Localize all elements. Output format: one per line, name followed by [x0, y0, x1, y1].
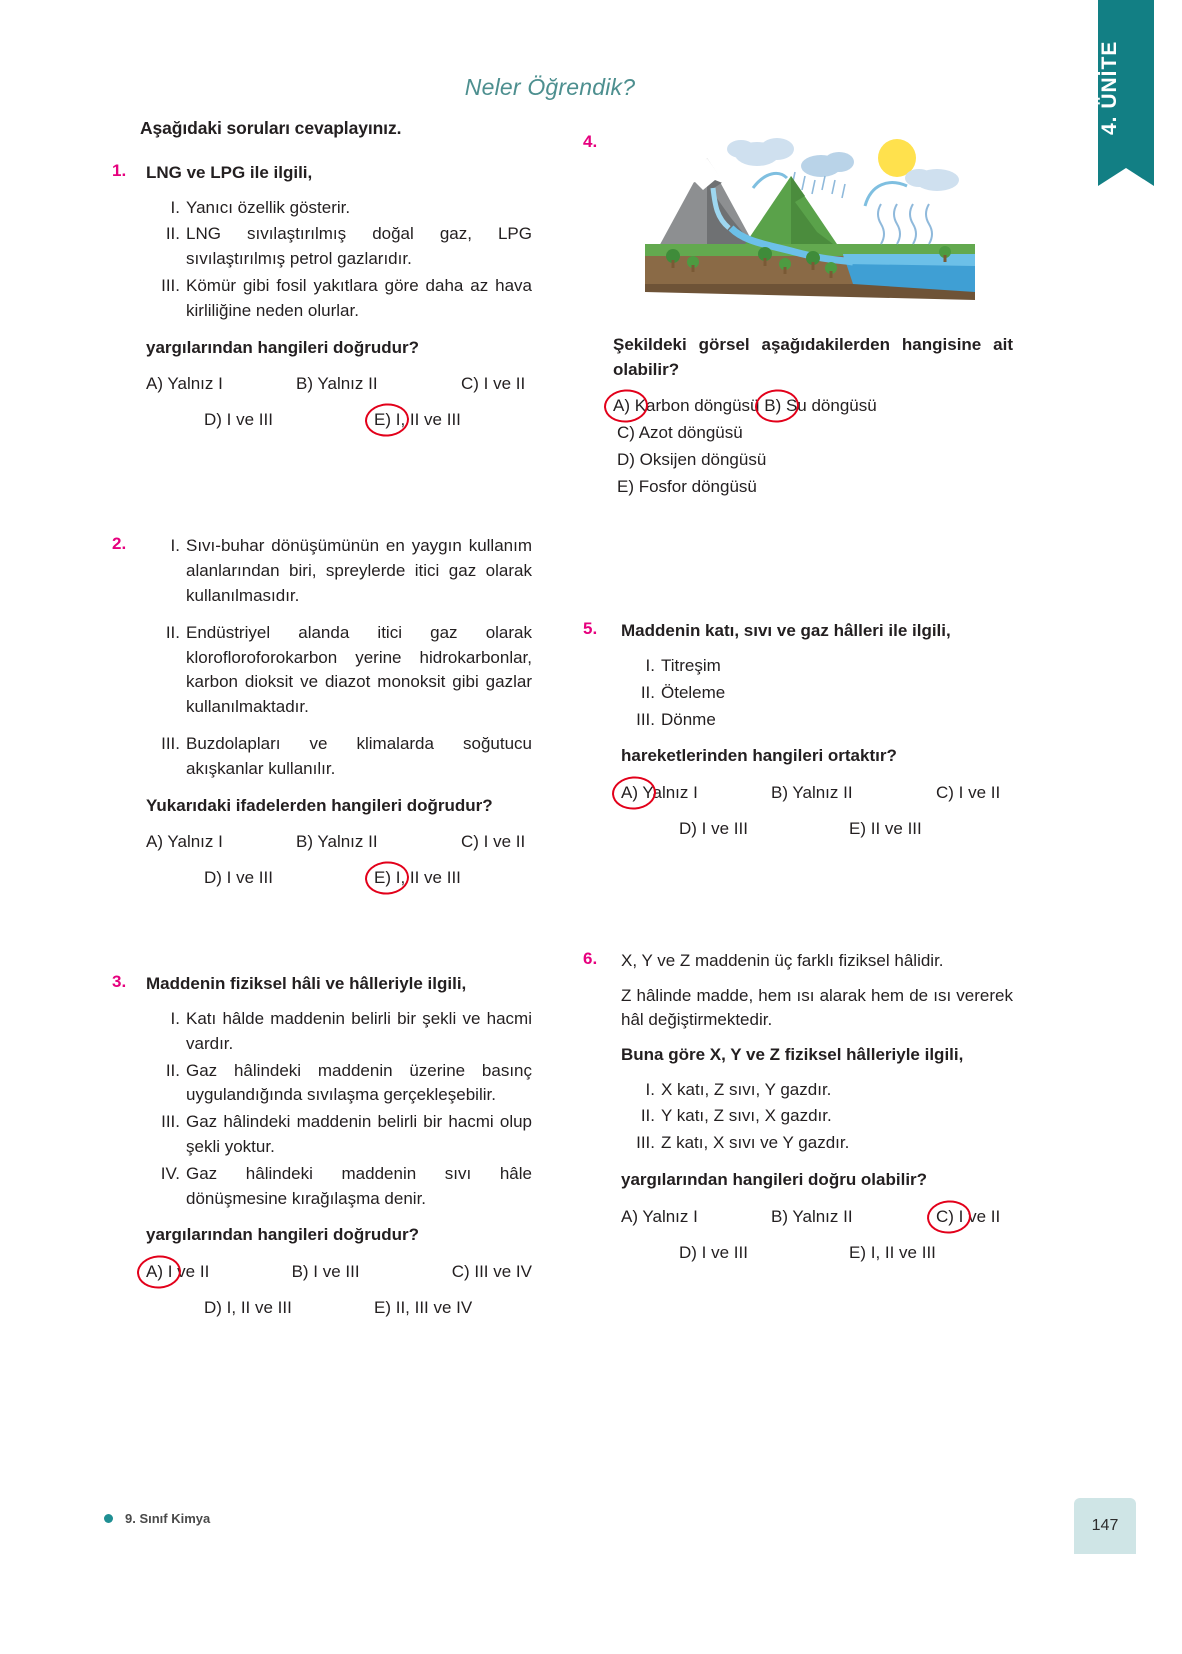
- list-item-text: LNG sıvılaştırılmış doğal gaz, LPG sıvılaştırılmış petrol gazlarıdır.: [186, 224, 532, 269]
- list-item-text: Kömür gibi fosil yakıtlara göre daha az hava kirliliğine neden olurlar.: [186, 276, 532, 320]
- roman-numeral: III.: [161, 1112, 180, 1132]
- option-b[interactable]: B) Yalnız II: [771, 783, 853, 802]
- options-row: [146, 1298, 532, 1318]
- option-b-selected[interactable]: B) Su döngüsü: [764, 396, 877, 416]
- roman-numeral: I.: [645, 655, 655, 675]
- list-item-text: X katı, Z sıvı, Y gazdır.: [661, 1079, 832, 1099]
- question-number: 4.: [583, 132, 598, 151]
- option-b[interactable]: B) Yalnız II: [296, 374, 378, 394]
- list-item-text: Gaz hâlindeki maddenin üzerine basınç uygulandığında sıvılaşma gerçekleşebilir.: [186, 1060, 532, 1105]
- option-b[interactable]: B) I ve III: [291, 1262, 360, 1282]
- question-ask: yargılarından hangileri doğrudur?: [146, 337, 419, 357]
- list-item-text: Öteleme: [661, 682, 726, 702]
- instruction-text: Aşağıdaki soruları cevaplayınız.: [140, 118, 402, 138]
- options-row: [146, 832, 532, 852]
- list-item: [621, 708, 1013, 733]
- list-item: [146, 1162, 532, 1212]
- option-c[interactable]: C) III ve IV: [451, 1262, 532, 1282]
- list-item-text: Z katı, X sıvı ve Y gazdır.: [661, 1133, 850, 1153]
- list-item: [146, 274, 532, 324]
- question-stem: X, Y ve Z maddenin üç farklı fiziksel hâlidir.: [621, 951, 944, 970]
- question-stem: Maddenin fiziksel hâli ve hâlleriyle ilgili,: [146, 974, 467, 994]
- option-d[interactable]: D) I ve III: [679, 819, 748, 838]
- list-item-text: Y katı, Z sıvı, X gazdır.: [661, 1106, 832, 1126]
- roman-numeral: I.: [170, 1008, 180, 1028]
- option-a-selected[interactable]: A) Yalnız I: [621, 783, 771, 803]
- roman-list: [146, 1007, 532, 1212]
- roman-numeral: II.: [165, 622, 180, 642]
- question-ask: Şekildeki görsel aşağıdakilerden hangisine ait olabilir?: [613, 335, 1013, 379]
- list-item-text: Gaz hâlindeki maddenin sıvı hâle dönüşmesine kırağılaşma denir.: [186, 1163, 532, 1208]
- unit-tab: [1098, 0, 1154, 185]
- question-5: [583, 619, 1013, 839]
- question-3: [112, 972, 532, 1318]
- unit-tab-notch: [1098, 168, 1154, 186]
- options-row: [146, 374, 532, 394]
- option-b[interactable]: B) Yalnız II: [771, 1206, 853, 1226]
- list-item: [621, 654, 1013, 679]
- list-item-text: Dönme: [661, 709, 716, 729]
- roman-numeral: II.: [165, 224, 180, 244]
- list-item: [146, 732, 532, 782]
- option-a-selected[interactable]: A) I ve II: [146, 1262, 292, 1282]
- options-row: [146, 410, 532, 430]
- roman-numeral: I.: [645, 1079, 655, 1099]
- options-row: [621, 819, 1013, 839]
- option-d[interactable]: D) I ve III: [204, 868, 273, 888]
- option-d[interactable]: D) I, II ve III: [204, 1298, 292, 1318]
- water-cycle-illustration: [645, 132, 975, 317]
- bullet-icon: [104, 1514, 113, 1523]
- question-6: [583, 949, 1013, 1263]
- list-item: [146, 1007, 532, 1057]
- option-c[interactable]: C) I ve II: [461, 832, 526, 852]
- list-item: [146, 621, 532, 720]
- option-a[interactable]: A) Yalnız I: [621, 1206, 698, 1226]
- list-item: [146, 196, 532, 221]
- list-item: [621, 681, 1013, 706]
- option-c[interactable]: C) I ve II: [936, 783, 1001, 802]
- option-d[interactable]: D) I ve III: [679, 1242, 748, 1262]
- list-item: [621, 1131, 1013, 1156]
- roman-numeral: III.: [636, 1133, 655, 1153]
- list-item: [146, 222, 532, 272]
- question-number: 5.: [583, 619, 598, 639]
- roman-numeral: IV.: [160, 1163, 180, 1183]
- list-item-text: Yanıcı özellik gösterir.: [186, 197, 351, 217]
- footer-book-title: 9. Sınıf Kimya: [125, 1511, 211, 1526]
- list-item: [146, 1110, 532, 1160]
- option-d[interactable]: D) Oksijen döngüsü: [617, 450, 767, 470]
- list-item-text: Gaz hâlindeki maddenin belirli bir hacmi olup şekli yoktur.: [186, 1112, 532, 1156]
- list-item: [621, 1078, 1013, 1103]
- list-item-text: Buzdolapları ve klimalarda soğutucu akışkanlar kullanılır.: [186, 734, 532, 778]
- question-4: [583, 132, 1013, 497]
- option-e[interactable]: E) II, III ve IV: [374, 1298, 473, 1318]
- option-e[interactable]: E) II ve III: [849, 819, 922, 838]
- option-e[interactable]: E) I, II ve III: [849, 1242, 936, 1262]
- options-row: [621, 1243, 1013, 1263]
- option-a[interactable]: A) Karbon döngüsü: [613, 396, 760, 416]
- roman-list: [146, 196, 532, 324]
- list-item-text: Endüstriyel alanda itici gaz olarak klorofloroforokarbon yerine hidrokarbonlar, karbon dioksit ve diazot monoksit gibi gazlar kullanılmaktadır.: [186, 622, 532, 717]
- question-ask: Yukarıdaki ifadelerden hangileri doğrudur?: [146, 795, 493, 815]
- options-vertical: [613, 396, 1013, 497]
- option-d[interactable]: D) I ve III: [204, 410, 273, 430]
- question-ask: yargılarından hangileri doğrudur?: [146, 1225, 419, 1245]
- roman-numeral: II.: [640, 1106, 655, 1126]
- roman-numeral: I.: [170, 197, 180, 217]
- question-number: 1.: [112, 161, 127, 180]
- page-number: 147: [1074, 1498, 1136, 1554]
- option-a[interactable]: A) Yalnız I: [146, 832, 223, 852]
- question-ask: hareketlerinden hangileri ortaktır?: [621, 746, 897, 766]
- option-b[interactable]: B) Yalnız II: [296, 832, 378, 852]
- roman-list: [146, 534, 532, 781]
- roman-list: [621, 654, 1013, 732]
- options-row: [621, 783, 1013, 803]
- list-item: [146, 1059, 532, 1109]
- list-item-text: Titreşim: [661, 655, 721, 675]
- water-cycle-figure: [645, 132, 975, 317]
- roman-numeral: I.: [170, 536, 180, 556]
- unit-tab-label: 4. ÜNİTE: [1098, 40, 1121, 136]
- list-item: [621, 1104, 1013, 1129]
- roman-numeral: II.: [165, 1060, 180, 1080]
- option-c-selected[interactable]: C) I ve II: [936, 1206, 1001, 1226]
- question-number: 3.: [112, 972, 127, 992]
- question-ask: yargılarından hangileri doğru olabilir?: [621, 1170, 928, 1189]
- list-item-text: Sıvı-buhar dönüşümünün en yaygın kullanım alanlarından biri, spreylerde itici gaz olarak kullanılmasıdır.: [186, 536, 532, 605]
- option-e-selected[interactable]: E) I, II ve III: [374, 868, 461, 888]
- question-stem-2: Z hâlinde madde, hem ısı alarak hem de ısı vererek hâl değiştirmektedir.: [621, 985, 1013, 1030]
- option-e-selected[interactable]: E) I, II ve III: [374, 410, 461, 430]
- roman-numeral: III.: [636, 709, 655, 729]
- question-2: [112, 534, 532, 888]
- question-number: 6.: [583, 949, 598, 968]
- left-column: [112, 118, 532, 1344]
- option-e[interactable]: E) Fosfor döngüsü: [617, 477, 757, 497]
- page-title: Neler Öğrendik?: [464, 74, 636, 100]
- roman-numeral: II.: [640, 682, 655, 702]
- question-stem-3: Buna göre X, Y ve Z fiziksel hâlleriyle ilgili,: [621, 1044, 964, 1064]
- option-c[interactable]: C) Azot döngüsü: [617, 423, 743, 443]
- question-number: 2.: [112, 534, 127, 554]
- option-a[interactable]: A) Yalnız I: [146, 374, 223, 394]
- option-c[interactable]: C) I ve II: [461, 374, 526, 394]
- roman-list: [621, 1078, 1013, 1156]
- roman-numeral: III.: [161, 734, 180, 754]
- question-1: [112, 161, 532, 430]
- options-row: [146, 1262, 532, 1282]
- list-item-text: Katı hâlde maddenin belirli bir şekli ve hacmi vardır.: [186, 1008, 532, 1053]
- options-row: [146, 868, 532, 888]
- right-column: [583, 118, 1013, 1289]
- roman-numeral: III.: [161, 276, 180, 296]
- footer: [104, 1511, 210, 1526]
- options-row: [621, 1207, 1013, 1227]
- question-stem: LNG ve LPG ile ilgili,: [146, 163, 313, 182]
- question-stem: Maddenin katı, sıvı ve gaz hâlleri ile ilgili,: [621, 621, 951, 641]
- list-item: [146, 534, 532, 608]
